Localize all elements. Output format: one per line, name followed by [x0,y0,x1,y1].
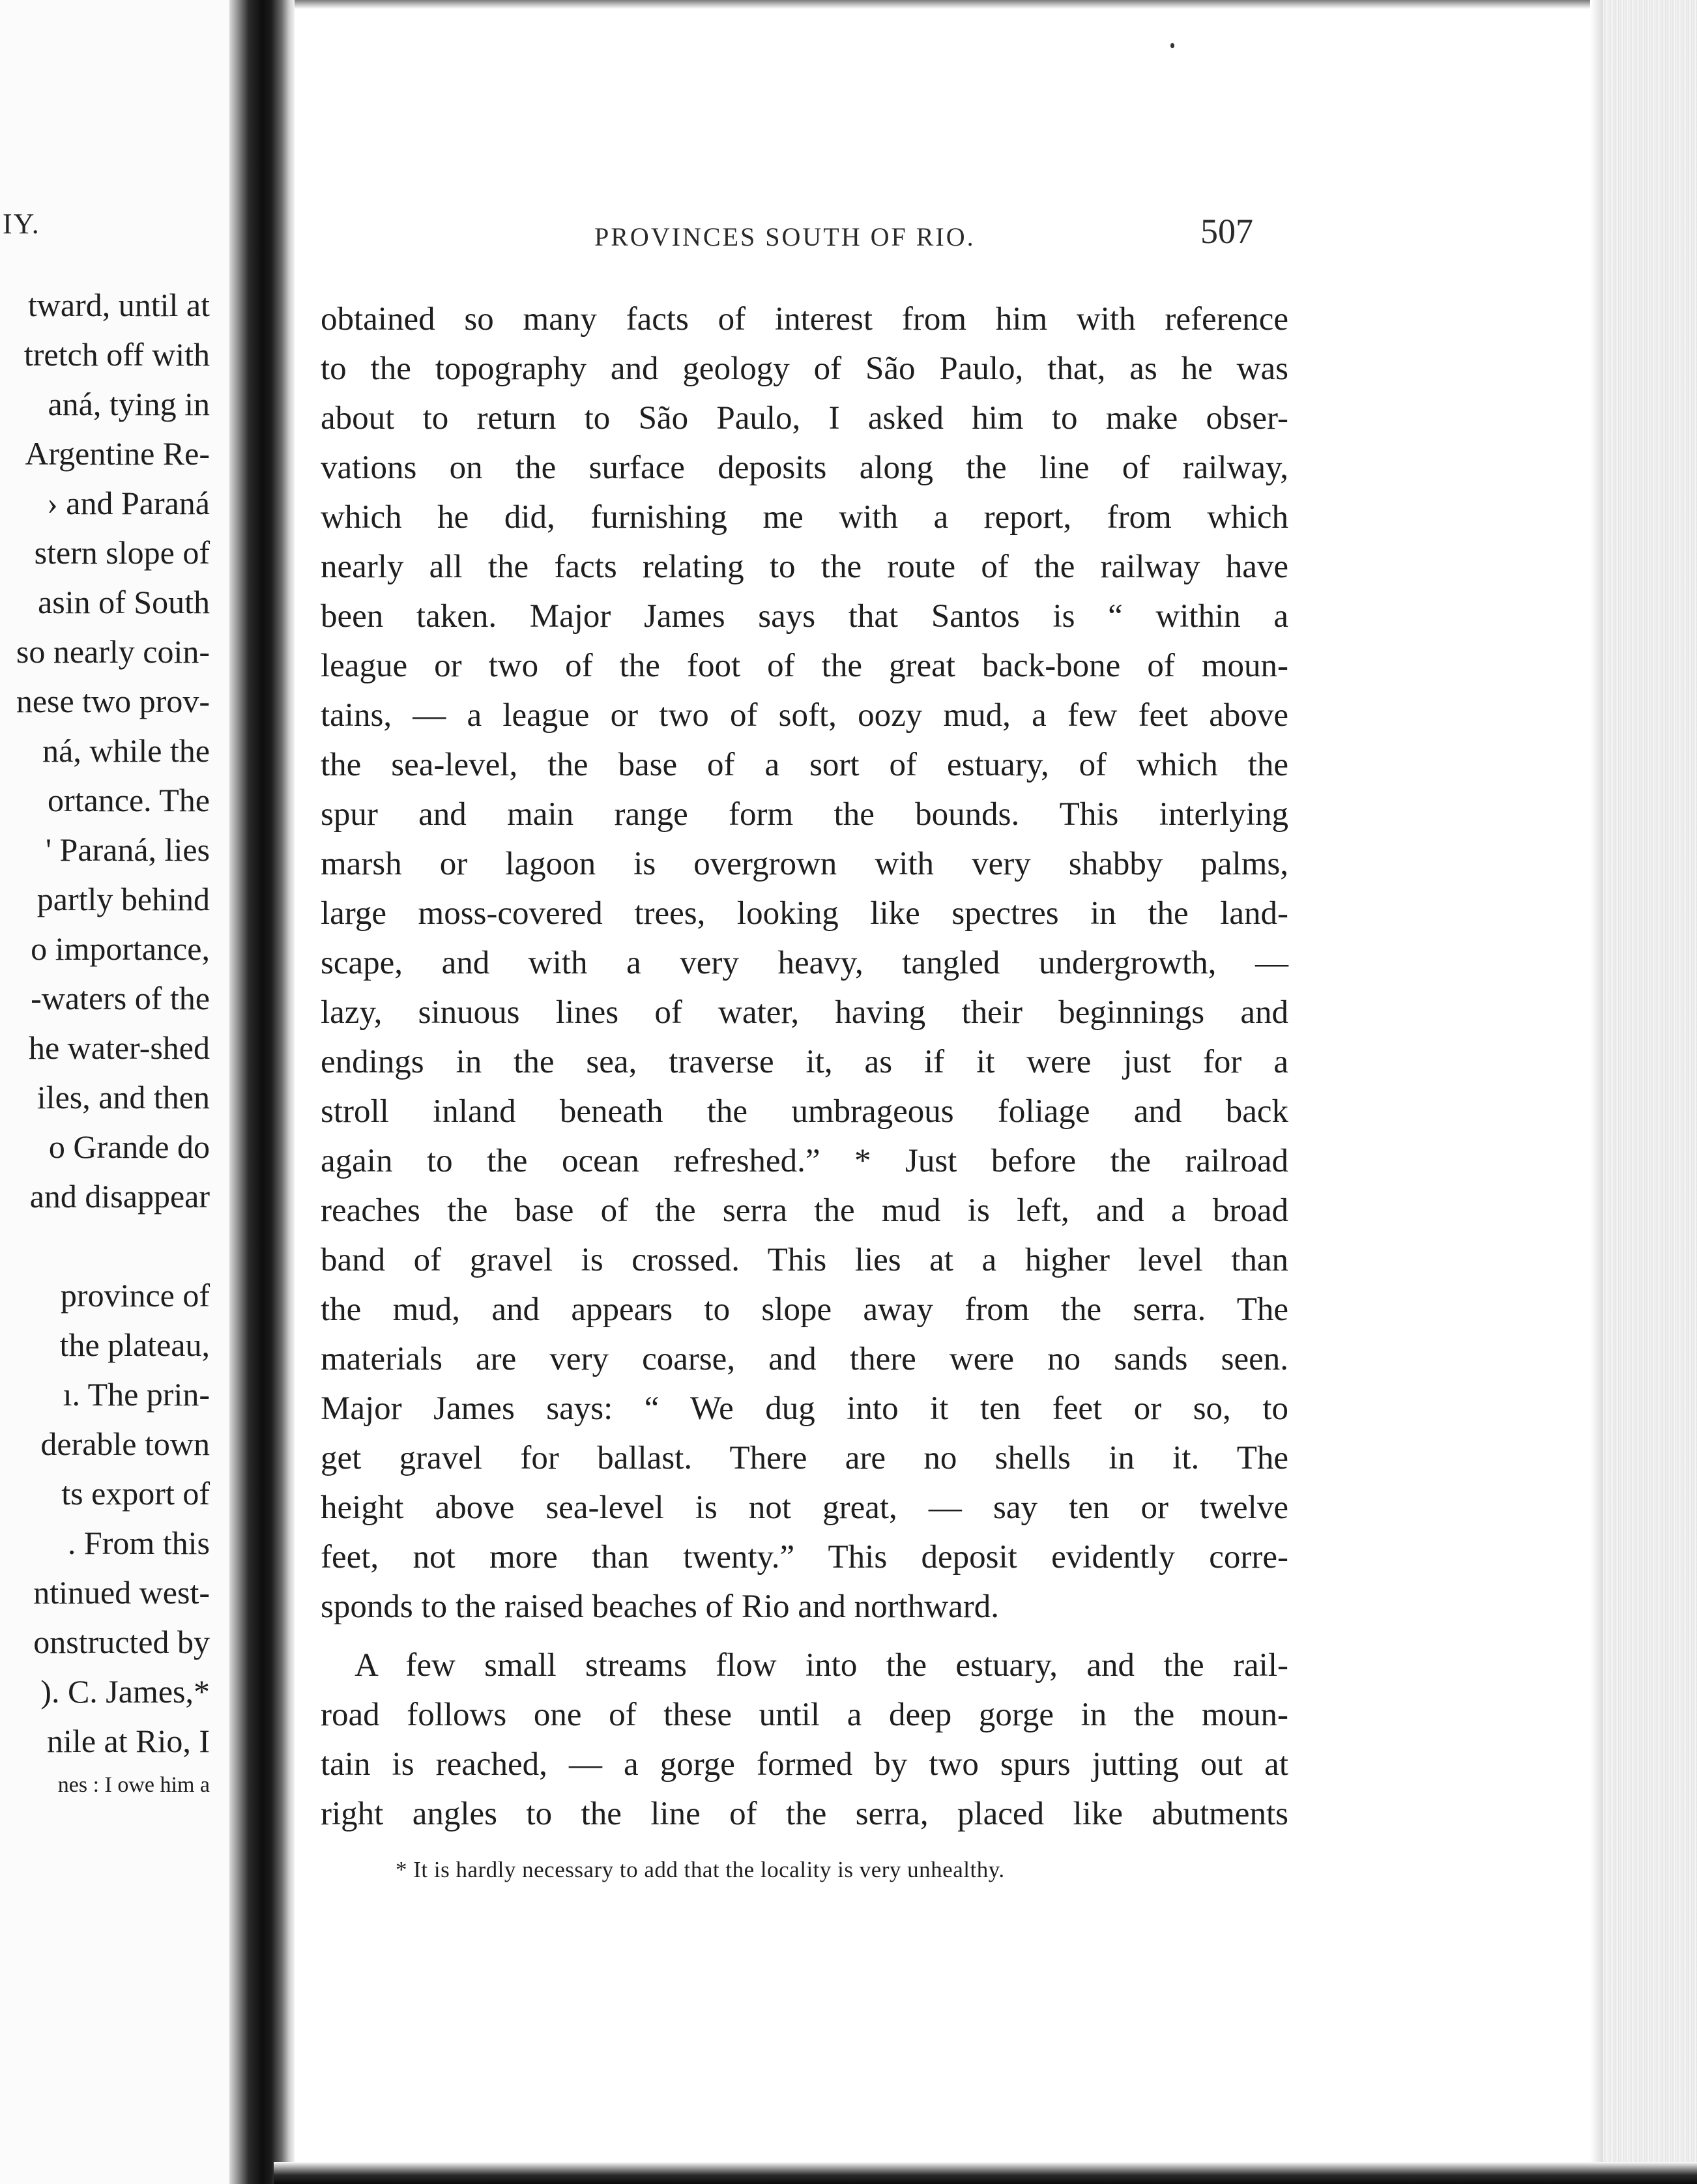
left-text-line: asin of South [38,584,210,620]
left-text-line: tretch off with [23,336,210,373]
text-line: which he did, furnishing me with a report, from which [321,499,1288,536]
left-text-line: Argentine Re- [25,435,210,472]
left-text-line: derable town [40,1426,210,1462]
left-text-line: iles, and then [36,1079,210,1115]
text-line: tains, — a league or two of soft, oozy mud, a few feet above [321,697,1288,734]
text-line: marsh or lagoon is overgrown with very shabby palms, [321,846,1288,882]
text-line: lazy, sinuous lines of water, having their beginnings and [321,994,1288,1031]
left-text-line: he water-shed [28,1029,210,1066]
text-line: the sea-level, the base of a sort of estuary, of which the [321,747,1288,783]
text-line: been taken. Major James says that Santos is “ within a [321,598,1288,635]
running-head: PROVINCES SOUTH OF RIO. [594,222,976,251]
left-text-line: ). C. James,* [40,1673,210,1710]
page-stack-edge [1603,0,1697,2184]
left-text-line: -waters of the [31,980,210,1016]
left-text-line: so nearly coin- [16,633,210,670]
body-text [321,295,1288,1839]
text-line: large moss-covered trees, looking like spectres in the land- [321,895,1288,932]
page-bottom-edge [274,2162,1697,2184]
text-line: stroll inland beneath the umbrageous foliage and back [321,1093,1288,1130]
text-line: reaches the base of the serra the mud is left, and a broad [321,1192,1288,1229]
text-line: tain is reached, — a gorge formed by two spurs jutting out at [321,1746,1288,1783]
left-text-line: onstructed by [33,1624,210,1660]
left-text-line: nese two prov- [16,683,210,719]
text-line: band of gravel is crossed. This lies at a higher level than [321,1242,1288,1278]
left-footnote-fragment: nes : I owe him a [57,1773,210,1797]
left-text-line [0,1221,210,1271]
left-text-line: nile at Rio, I [47,1723,210,1759]
main-page [295,9,1590,2162]
left-text-line: ' Paraná, lies [46,831,210,868]
left-text-line: partly behind [36,881,210,917]
text-line: A few small streams flow into the estuary, and the rail- [355,1647,1288,1684]
text-line: about to return to São Paulo, I asked him to make obser- [321,400,1288,437]
text-line: feet, not more than twenty.” This deposit evidently corre- [321,1539,1288,1575]
book-gutter [229,0,295,2184]
text-line: scape, and with a very heavy, tangled undergrowth, — [321,945,1288,981]
text-line: again to the ocean refreshed.” * Just before the railroad [321,1143,1288,1179]
left-text-line: ortance. The [48,782,210,818]
left-text-line: ntinued west- [33,1574,210,1611]
text-line: right angles to the line of the serra, placed like abutments [321,1796,1288,1832]
text-line: materials are very coarse, and there were no sands seen. [321,1341,1288,1377]
text-line: road follows one of these until a deep gorge in the moun- [321,1697,1288,1733]
text-line: to the topography and geology of São Paulo, that, as he was [321,351,1288,387]
text-line: sponds to the raised beaches of Rio and northward. [321,1588,999,1625]
text-line: vations on the surface deposits along the line of railway, [321,450,1288,486]
left-text-line: the plateau, [59,1327,210,1363]
left-text-line: aná, tying in [48,386,210,422]
left-text-line: . From this [67,1525,210,1561]
footnote: * It is hardly necessary to add that the locality is very unhealthy. [396,1857,1005,1882]
text-line: get gravel for ballast. There are no shells in it. The [321,1440,1288,1476]
left-text-line: ı. The prin- [63,1376,210,1413]
left-text-line: o Grande do [48,1128,210,1165]
left-text-line: › and Paraná [47,485,210,521]
text-line: the mud, and appears to slope away from the serra. The [321,1291,1288,1328]
left-text-line: stern slope of [34,534,210,571]
left-text-line: o importance, [31,930,210,967]
text-line: league or two of the foot of the great back-bone of moun- [321,648,1288,684]
left-text-line: ná, while the [42,732,210,769]
left-text-line: ts export of [61,1475,210,1512]
page-number: 507 [1200,212,1253,251]
paragraph-gap [321,1631,1288,1641]
left-page-fragment [0,0,229,2184]
left-page-text [0,280,210,1805]
left-text-line: tward, until at [27,287,210,323]
left-text-line: province of [60,1277,210,1314]
text-line: Major James says: “ We dug into it ten feet or so, to [321,1390,1288,1427]
left-page-header: IY. [3,208,40,240]
text-line: endings in the sea, traverse it, as if it were just for a [321,1044,1288,1080]
left-text-line: and disappear [29,1178,210,1214]
text-line: nearly all the facts relating to the route of the railway have [321,549,1288,585]
text-line: height above sea-level is not great, — say ten or twelve [321,1489,1288,1526]
text-line: spur and main range form the bounds. This interlying [321,796,1288,833]
text-line: obtained so many facts of interest from him with reference [321,301,1288,338]
ink-speck [1170,43,1174,48]
page-top-edge [295,0,1697,9]
